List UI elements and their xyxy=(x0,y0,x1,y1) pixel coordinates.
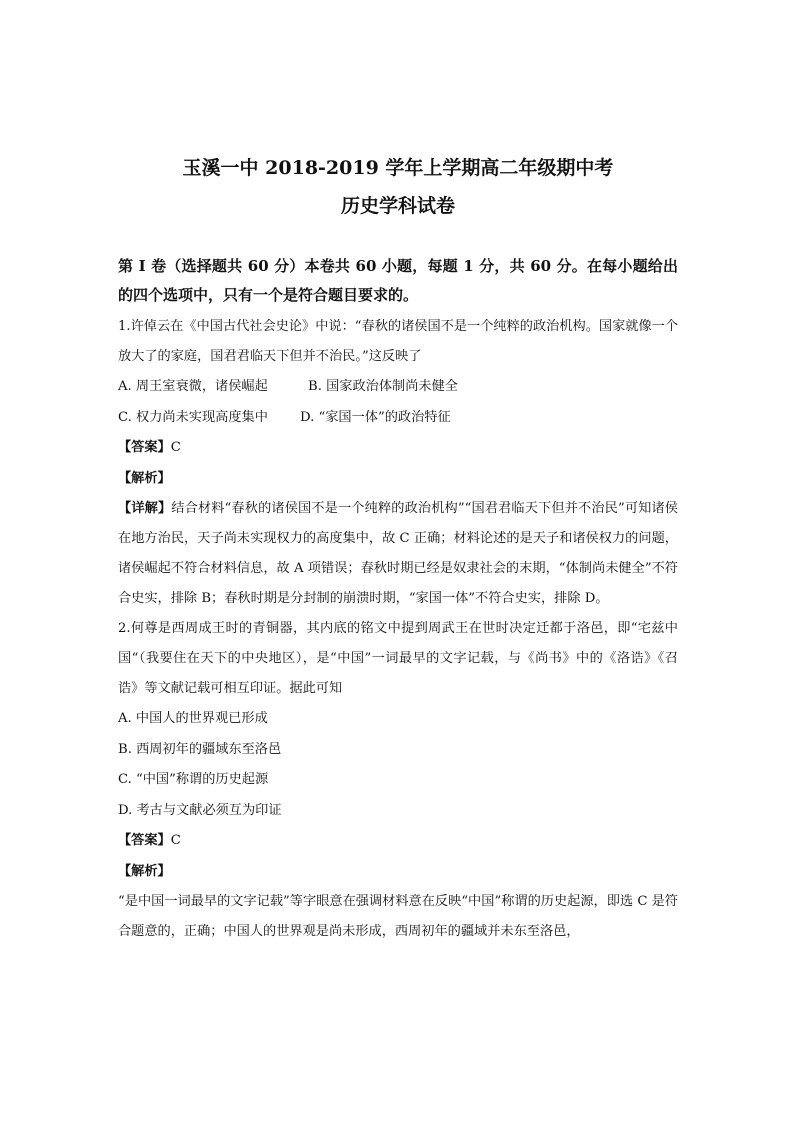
question-1-detail xyxy=(118,494,678,614)
question-2-option-d: D. 考古与文献必须互为印证 xyxy=(118,802,282,818)
question-2-analysis-text: “是中国一词最早的文字记载”等字眼意在强调材料意在反映“中国”称谓的历史起源，即选 C 是符合题意的，正确；中国人的世界观是尚未形成，西周初年的疆域并未东至洛邑， xyxy=(118,894,678,939)
question-1 xyxy=(118,312,678,614)
question-2-option-a: A. 中国人的世界观已形成 xyxy=(118,711,268,726)
question-1-options-row-1 xyxy=(118,372,678,403)
question-1-options-row-2 xyxy=(118,403,678,434)
exam-page xyxy=(118,150,678,947)
question-2-stem: 2.何尊是西周成王时的青铜器，其内底的铭文中提到周武王在世时决定迁都于洛邑，即“宅兹中国“（我要住在天下的中央地区），是“中国”一词最早的文字记载，与《尚书》中的《洛诰》《召诰》等文献记载可相互印证。据此可知 xyxy=(118,621,678,696)
exam-subtitle: 历史学科试卷 xyxy=(340,195,455,217)
question-1-option-a: A. 周王室衰微，诸侯崛起 xyxy=(118,379,268,394)
question-1-option-b: B. 国家政治体制尚未健全 xyxy=(308,379,458,394)
question-1-stem: 1.许倬云在《中国古代社会史论》中说：“春秋的诸侯国不是一个纯粹的政治机构。国家就像一个放大了的家庭，国君君临天下但并不治民。”这反映了 xyxy=(118,319,679,364)
question-1-answer-label: 【答案】 xyxy=(118,440,171,455)
question-1-detail-text: 结合材料“春秋的诸侯国不是一个纯粹的政治机构”“国君君临天下但并不治民”可知诸侯在地方治民，天子尚未实现权力的高度集中，故 C 正确；材料论述的是天子和诸侯权力的问题，诸侯崛起不符合材料信息，故 A 项错误；春秋时期已经是奴隶社会的末期，“体制尚未健全”不符合史实，排除 B；春秋时期是分封制的崩溃时期，“家国一体”不符合史实，排除 D。 xyxy=(118,501,678,606)
question-2-answer-value: C xyxy=(170,833,181,848)
question-1-option-c: C. 权力尚未实现高度集中 xyxy=(118,409,268,425)
question-2 xyxy=(118,614,678,947)
question-2-answer xyxy=(118,826,678,857)
question-1-answer-value: C xyxy=(170,440,181,455)
question-1-detail-label: 【详解】 xyxy=(118,501,172,516)
question-1-option-d: D. “家国一体”的政治特征 xyxy=(300,409,451,425)
question-2-option-c: C. “中国”称谓的历史起源 xyxy=(118,772,269,787)
section-instructions: 第 I 卷（选择题共 60 分）本卷共 60 小题，每题 1 分，共 60 分。在每小题给出的四个选项中，只有一个是符合题目要求的。 xyxy=(118,257,678,304)
question-1-analysis-label: 【解析】 xyxy=(118,470,171,486)
question-2-option-b: B. 西周初年的疆域东至洛邑 xyxy=(118,741,282,757)
exam-title: 玉溪一中 2018-2019 学年上学期高二年级期中考 xyxy=(182,157,614,179)
question-2-answer-label: 【答案】 xyxy=(118,833,171,848)
question-2-analysis-label: 【解析】 xyxy=(118,863,171,879)
question-1-answer xyxy=(118,433,678,464)
